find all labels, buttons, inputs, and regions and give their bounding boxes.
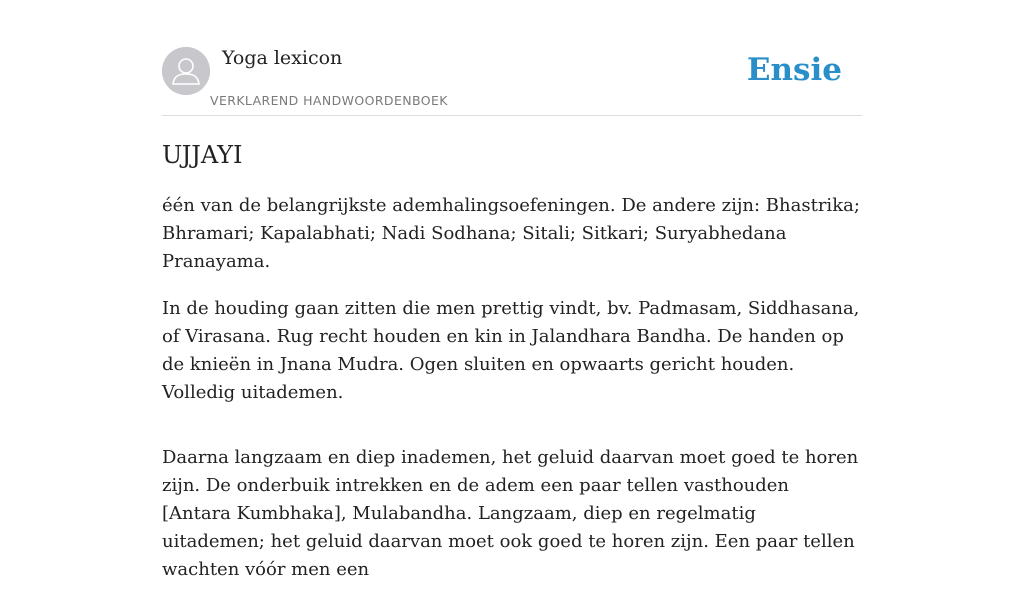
entry-content	[162, 192, 862, 603]
lexicon-subtitle: VERKLAREND HANDWOORDENBOEK	[210, 93, 448, 108]
ensie-logo-link[interactable]: Ensie	[746, 52, 842, 88]
lexicon-header	[162, 46, 862, 116]
instruction-paragraph: In de houding gaan zitten die men prettig vindt, bv. Padmasam, Siddhasana, of Virasana. Rug recht houden en kin in Jalandhara Bandha. De handen op de knieën in Jnana Mudra. Ogen sluiten en opwaarts gericht houden. Volledig uitademen.	[162, 298, 860, 403]
lexicon-title[interactable]: Yoga lexicon	[222, 47, 343, 69]
entry-title: UJJAYI	[162, 141, 243, 169]
user-icon[interactable]	[162, 47, 210, 95]
instruction-paragraph-continued: Daarna langzaam en diep inademen, het geluid daarvan moet goed te horen zijn. De onderbuik intrekken en de adem een paar tellen vasthouden [Antara Kumbhaka], Mulabandha. Langzaam, diep en regelmatig uitademen; het geluid daarvan moet ook goed te horen zijn. Een paar tellen wachten vóór men een	[162, 447, 859, 580]
definition-paragraph: één van de belangrijkste ademhalingsoefeningen. De andere zijn: Bhastrika; Bhramari; Kapalabhati; Nadi Sodhana; Sitali; Sitkari; Suryabhedana Pranayama.	[162, 195, 860, 272]
